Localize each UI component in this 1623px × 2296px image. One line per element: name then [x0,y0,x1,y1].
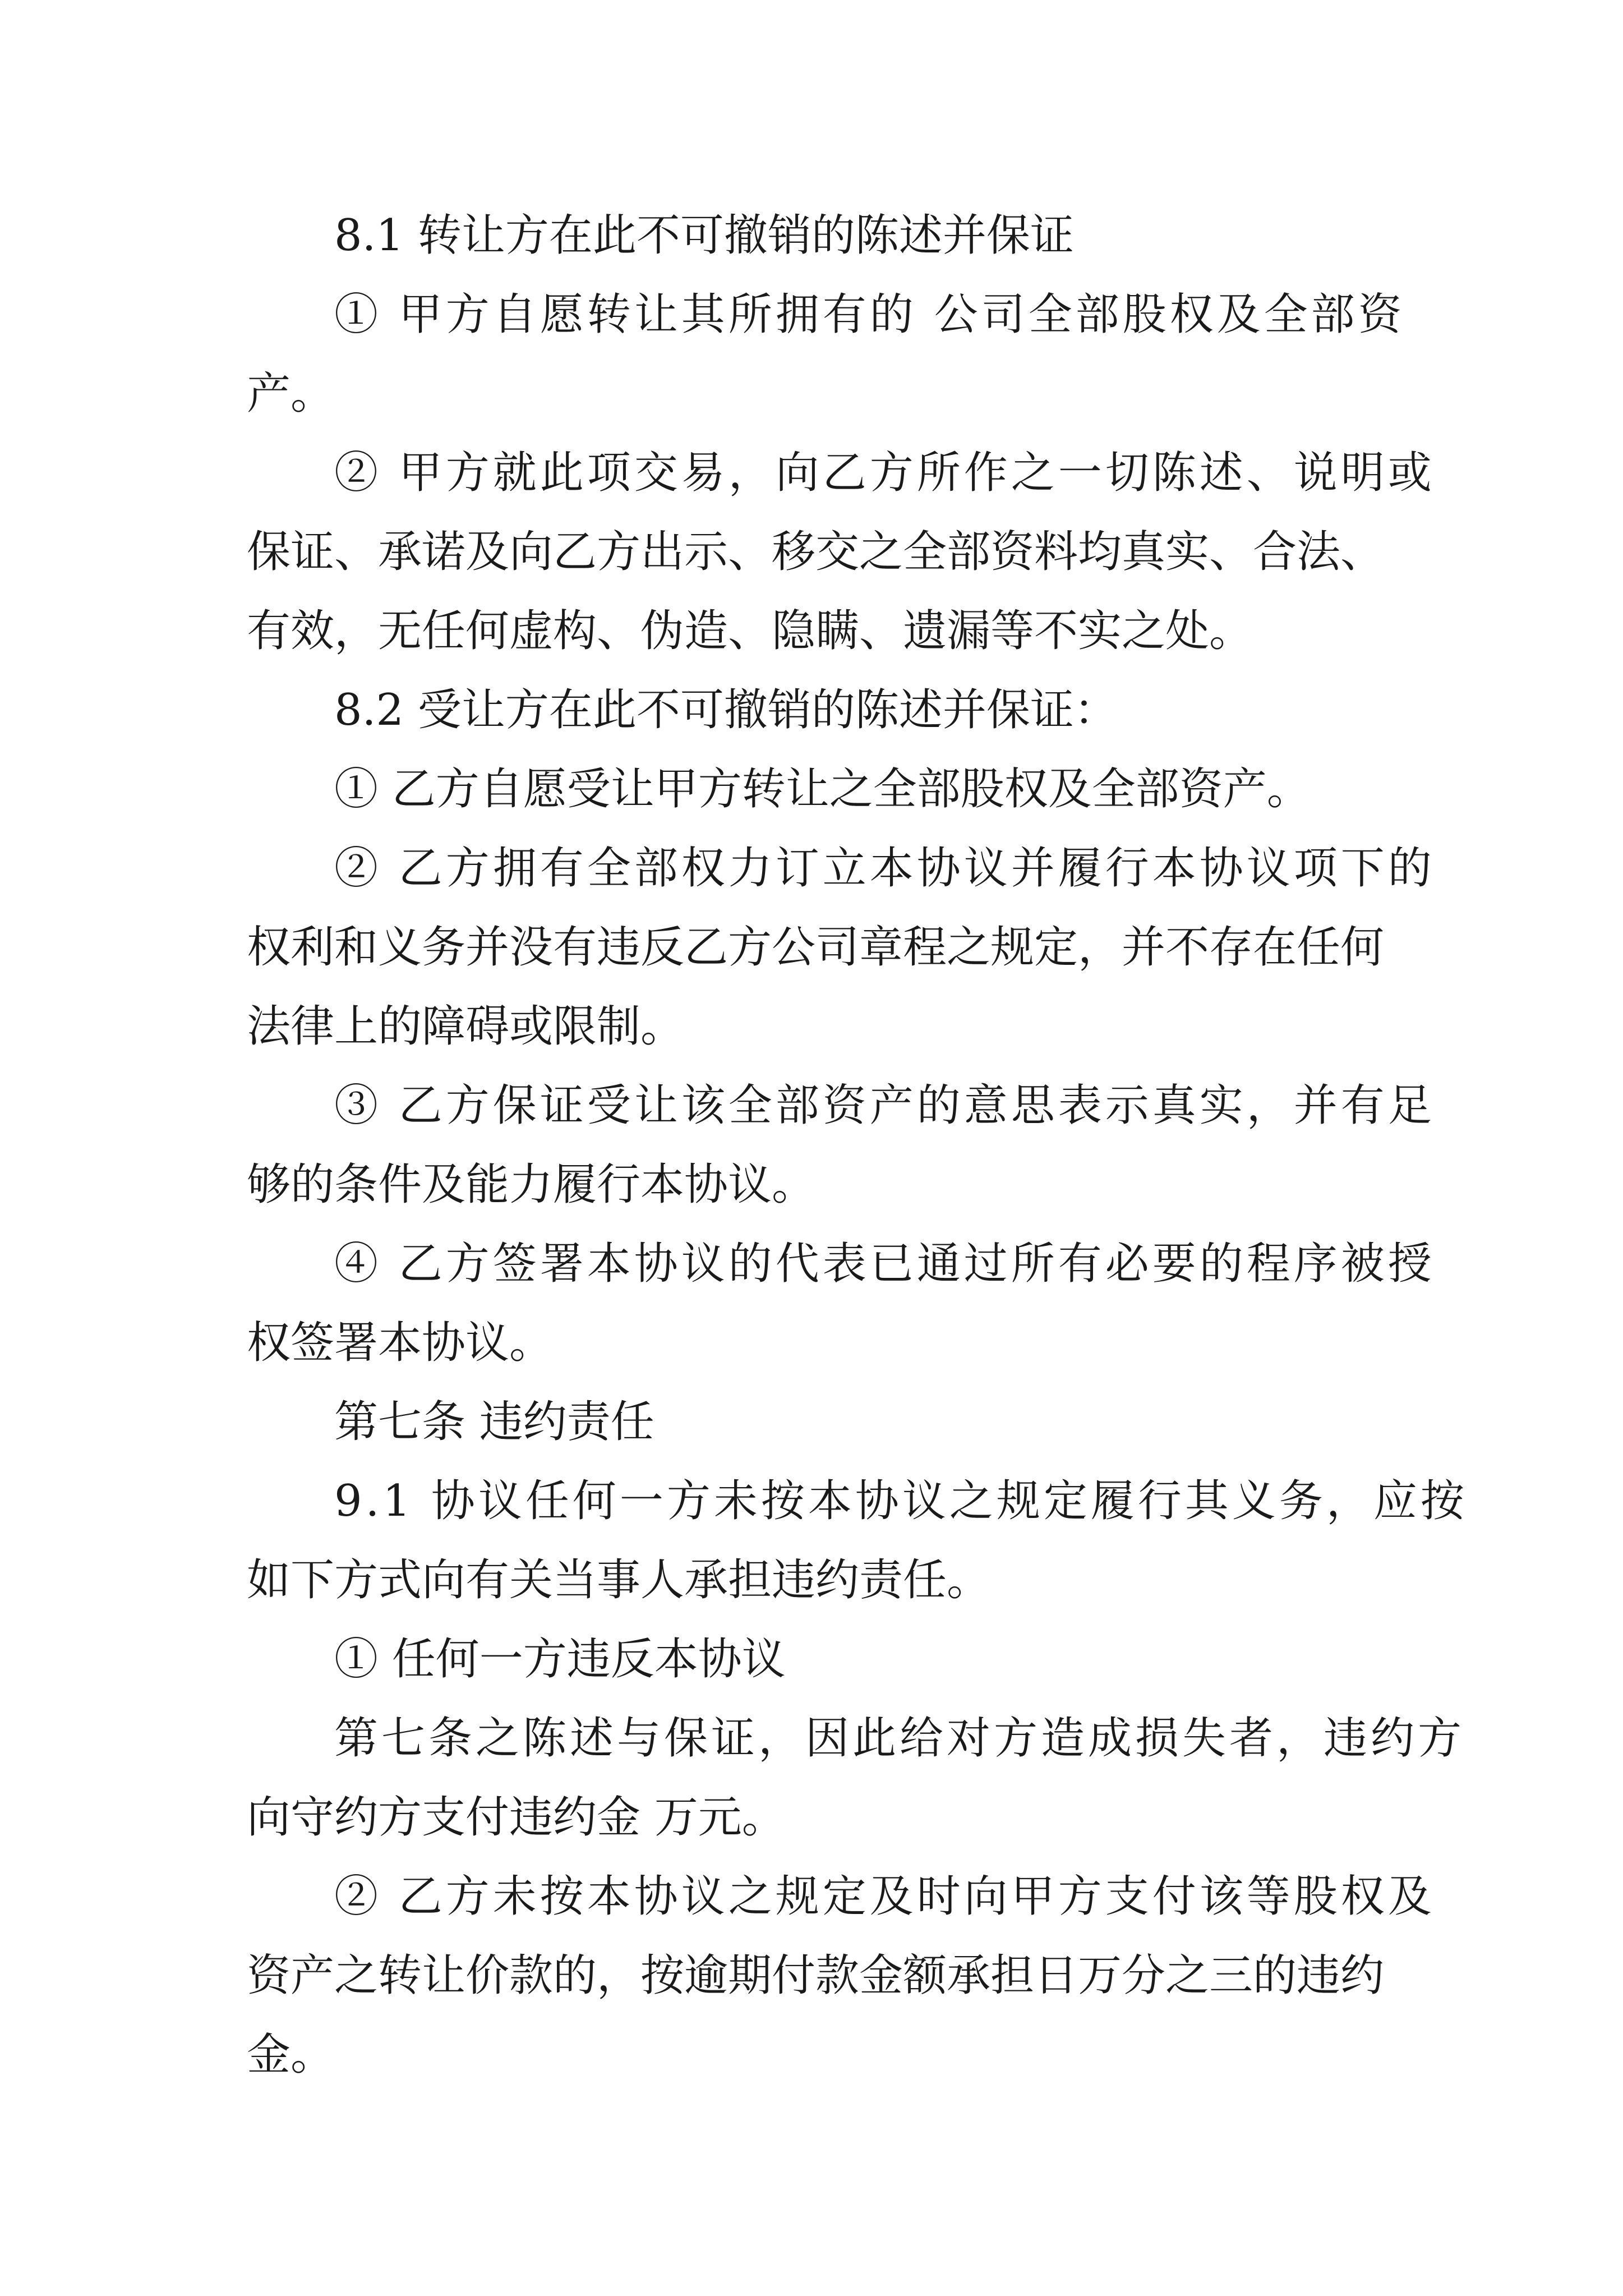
clause-8-1-item-2-line-1: ② 甲方就此项交易，向乙方所作之一切陈述、说明或 [334,448,1435,498]
clause-8-2-heading: 8.2 受让方在此不可撤销的陈述并保证： [334,685,1118,735]
document-body [247,196,1468,2095]
clause-8-2-item-4-line-2: 权签署本协议。 [247,1318,554,1368]
clause-8-2-item-2-line-3: 法律上的障碍或限制。 [247,1001,685,1052]
clause-9-1-item-1-detail-line-2: 向守约方支付违约金 万元。 [247,1792,786,1843]
clause-8-2-item-4-line-1: ④ 乙方签署本协议的代表已通过所有必要的程序被授 [334,1239,1435,1289]
clause-8-2-item-3-line-2: 够的条件及能力履行本协议。 [247,1159,816,1210]
clause-8-1-item-2-line-2: 保证、承诺及向乙方出示、移交之全部资料均真实、合法、 [247,527,1385,577]
clause-9-1-line-2: 如下方式向有关当事人承担违约责任。 [247,1555,991,1605]
clause-8-1-item-2-line-3: 有效，无任何虚构、伪造、隐瞒、遗漏等不实之处。 [247,606,1253,656]
clause-9-1-item-2-line-3: 金。 [247,2030,335,2080]
clause-9-1-item-2-line-2: 资产之转让价款的，按逾期付款金额承担日万分之三的违约 [247,1950,1385,2001]
clause-9-1-item-1-detail-line-1: 第七条之陈述与保证，因此给对方造成损失者，违约方 [334,1713,1465,1764]
clause-8-1-item-1-line-2: 产。 [247,369,335,419]
clause-8-2-item-1: ① 乙方自愿受让甲方转让之全部股权及全部资产。 [334,764,1311,815]
clause-8-1-item-1-line-1: ① 甲方自愿转让其所拥有的 公司全部股权及全部资 [334,289,1405,340]
clause-8-2-item-3-line-1: ③ 乙方保证受让该全部资产的意思表示真实，并有足 [334,1080,1435,1131]
article-7-heading: 第七条 违约责任 [334,1397,654,1447]
clause-8-2-item-2-line-1: ② 乙方拥有全部权力订立本协议并履行本协议项下的 [334,843,1435,894]
clause-9-1-line-1: 9.1 协议任何一方未按本协议之规定履行其义务，应按 [334,1476,1468,1526]
clause-9-1-item-2-line-1: ② 乙方未按本协议之规定及时向甲方支付该等股权及 [334,1871,1435,1922]
clause-8-2-item-2-line-2: 权利和义务并没有违反乙方公司章程之规定，并不存在任何 [247,922,1385,973]
clause-9-1-item-1: ① 任何一方违反本协议 [334,1634,786,1685]
clause-8-1-heading: 8.1 转让方在此不可撤销的陈述并保证 [334,210,1074,261]
